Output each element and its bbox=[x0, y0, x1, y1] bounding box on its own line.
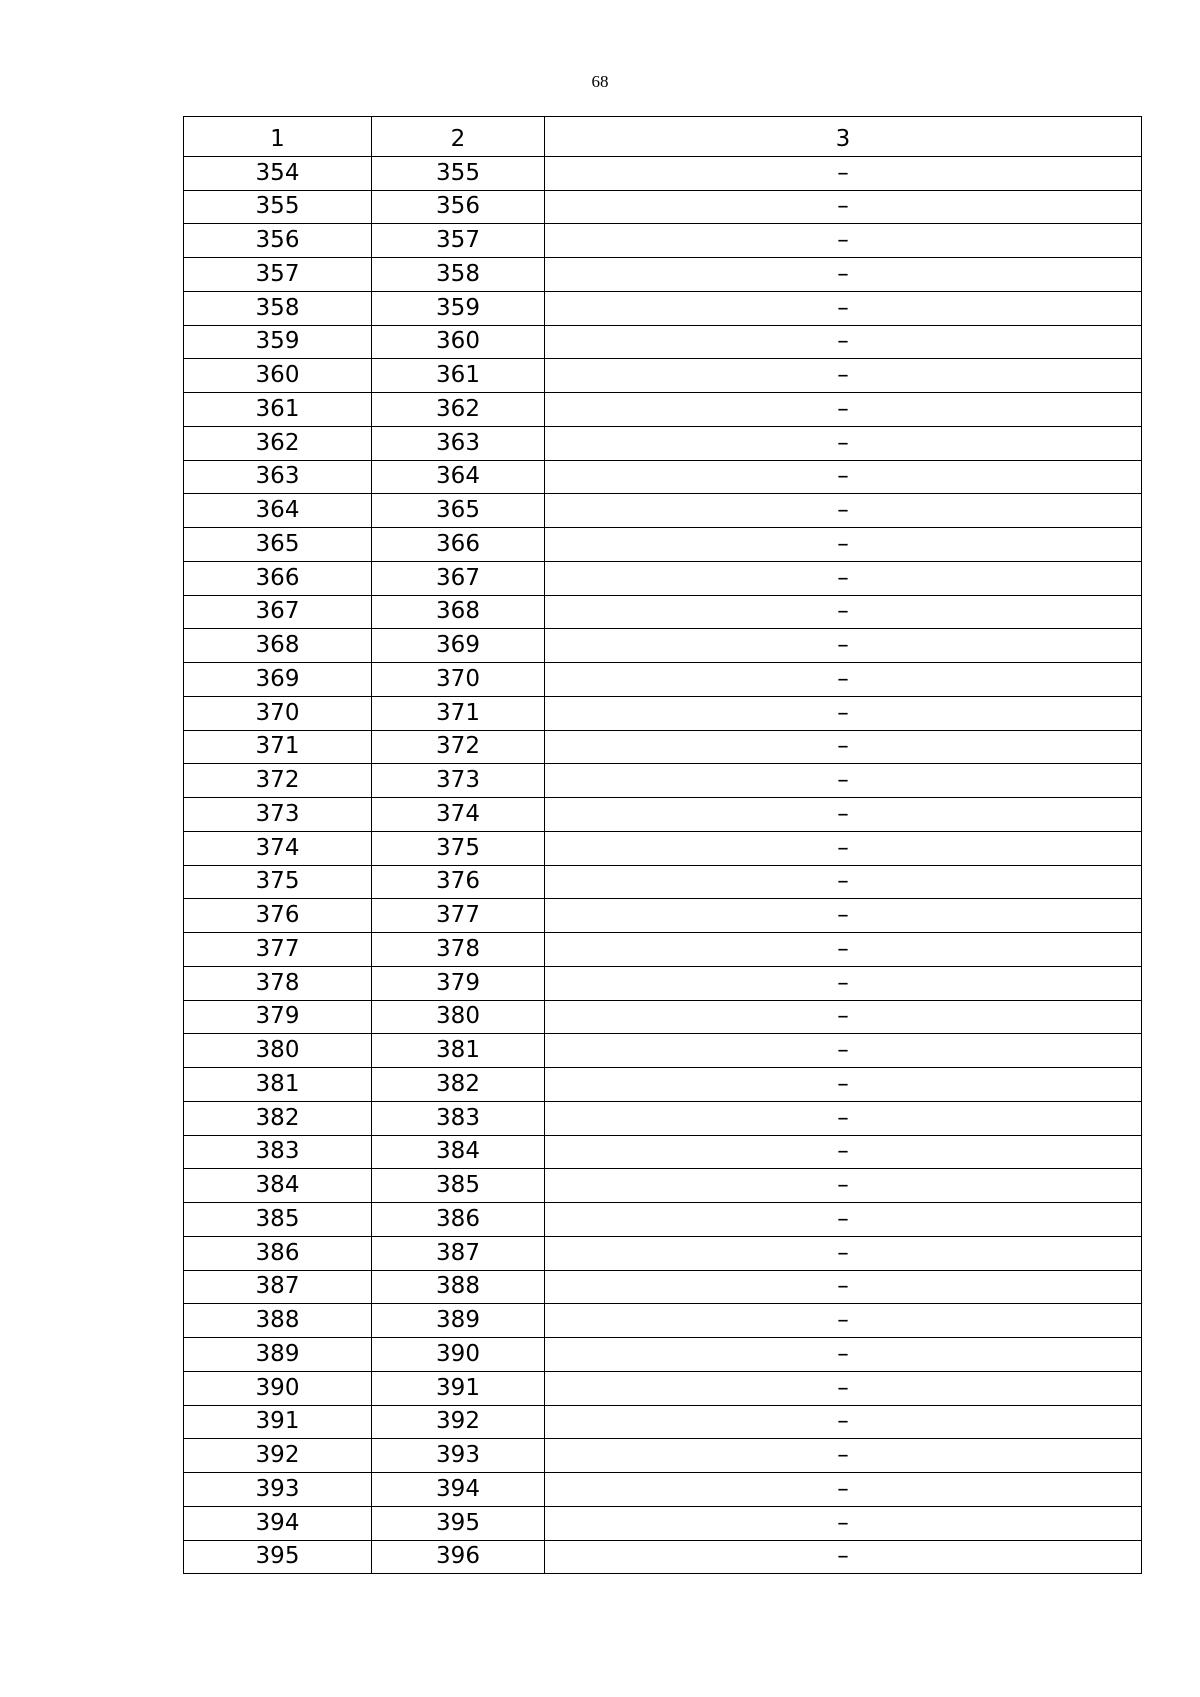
table-cell-col-3: – bbox=[545, 1101, 1142, 1135]
table-cell-col-3: – bbox=[545, 1540, 1142, 1574]
table-cell-col-1: 379 bbox=[184, 1000, 372, 1034]
table-row bbox=[184, 1068, 1142, 1102]
table-cell-col-3: – bbox=[545, 595, 1142, 629]
table-row bbox=[184, 966, 1142, 1000]
table-cell-col-2: 364 bbox=[372, 460, 545, 494]
table-cell-col-2: 371 bbox=[372, 696, 545, 730]
table-row bbox=[184, 359, 1142, 393]
table-cell-col-2: 380 bbox=[372, 1000, 545, 1034]
table-cell-col-2: 387 bbox=[372, 1236, 545, 1270]
table-cell-col-2: 370 bbox=[372, 663, 545, 697]
table-row bbox=[184, 595, 1142, 629]
table-cell-col-3: – bbox=[545, 190, 1142, 224]
header-cell-1: 1 bbox=[184, 117, 372, 157]
table-cell-col-3: – bbox=[545, 1236, 1142, 1270]
table-row bbox=[184, 831, 1142, 865]
table-row bbox=[184, 1236, 1142, 1270]
table-cell-col-1: 378 bbox=[184, 966, 372, 1000]
table-row bbox=[184, 1506, 1142, 1540]
table-row bbox=[184, 393, 1142, 427]
table-cell-col-2: 357 bbox=[372, 224, 545, 258]
table-cell-col-2: 388 bbox=[372, 1270, 545, 1304]
table-cell-col-3: – bbox=[545, 1169, 1142, 1203]
table-cell-col-2: 395 bbox=[372, 1506, 545, 1540]
table-cell-col-1: 388 bbox=[184, 1304, 372, 1338]
table-row bbox=[184, 460, 1142, 494]
table-cell-col-3: – bbox=[545, 696, 1142, 730]
table-cell-col-3: – bbox=[545, 1371, 1142, 1405]
table-cell-col-1: 384 bbox=[184, 1169, 372, 1203]
table-row bbox=[184, 933, 1142, 967]
table-row bbox=[184, 899, 1142, 933]
table-cell-col-2: 385 bbox=[372, 1169, 545, 1203]
table-cell-col-1: 370 bbox=[184, 696, 372, 730]
table-cell-col-3: – bbox=[545, 1270, 1142, 1304]
table-row bbox=[184, 865, 1142, 899]
table-row bbox=[184, 1169, 1142, 1203]
table-row bbox=[184, 426, 1142, 460]
table-cell-col-1: 389 bbox=[184, 1338, 372, 1372]
table-cell-col-1: 380 bbox=[184, 1034, 372, 1068]
table-cell-col-1: 364 bbox=[184, 494, 372, 528]
table-cell-col-2: 374 bbox=[372, 798, 545, 832]
table-row bbox=[184, 1203, 1142, 1237]
table-cell-col-2: 365 bbox=[372, 494, 545, 528]
table-cell-col-3: – bbox=[545, 1338, 1142, 1372]
table-cell-col-2: 360 bbox=[372, 325, 545, 359]
table-cell-col-3: – bbox=[545, 1506, 1142, 1540]
table-cell-col-2: 376 bbox=[372, 865, 545, 899]
table-header-row bbox=[184, 117, 1142, 157]
table-cell-col-1: 390 bbox=[184, 1371, 372, 1405]
table-cell-col-1: 357 bbox=[184, 258, 372, 292]
table-cell-col-2: 382 bbox=[372, 1068, 545, 1102]
table-cell-col-1: 356 bbox=[184, 224, 372, 258]
table-cell-col-2: 358 bbox=[372, 258, 545, 292]
table-cell-col-3: – bbox=[545, 426, 1142, 460]
table-row bbox=[184, 1405, 1142, 1439]
table-cell-col-3: – bbox=[545, 393, 1142, 427]
table-cell-col-3: – bbox=[545, 899, 1142, 933]
table-cell-col-1: 377 bbox=[184, 933, 372, 967]
table-cell-col-2: 373 bbox=[372, 764, 545, 798]
table-cell-col-2: 389 bbox=[372, 1304, 545, 1338]
table-cell-col-3: – bbox=[545, 325, 1142, 359]
table-cell-col-1: 393 bbox=[184, 1473, 372, 1507]
table-cell-col-2: 369 bbox=[372, 629, 545, 663]
table-cell-col-3: – bbox=[545, 528, 1142, 562]
table-cell-col-3: – bbox=[545, 865, 1142, 899]
table-cell-col-2: 390 bbox=[372, 1338, 545, 1372]
table-row bbox=[184, 325, 1142, 359]
table-row bbox=[184, 764, 1142, 798]
table-row bbox=[184, 696, 1142, 730]
table-cell-col-2: 396 bbox=[372, 1540, 545, 1574]
table-row bbox=[184, 258, 1142, 292]
table-row bbox=[184, 494, 1142, 528]
table-row bbox=[184, 1338, 1142, 1372]
table-cell-col-2: 386 bbox=[372, 1203, 545, 1237]
table-cell-col-1: 392 bbox=[184, 1439, 372, 1473]
table-row bbox=[184, 1304, 1142, 1338]
table-cell-col-1: 362 bbox=[184, 426, 372, 460]
table-cell-col-3: – bbox=[545, 730, 1142, 764]
table-row bbox=[184, 1101, 1142, 1135]
table-cell-col-1: 365 bbox=[184, 528, 372, 562]
table-cell-col-3: – bbox=[545, 1135, 1142, 1169]
table-cell-col-1: 367 bbox=[184, 595, 372, 629]
table-cell-col-1: 371 bbox=[184, 730, 372, 764]
table-cell-col-1: 363 bbox=[184, 460, 372, 494]
table-cell-col-2: 362 bbox=[372, 393, 545, 427]
table-cell-col-3: – bbox=[545, 359, 1142, 393]
table-cell-col-2: 363 bbox=[372, 426, 545, 460]
table-cell-col-3: – bbox=[545, 224, 1142, 258]
table-cell-col-2: 393 bbox=[372, 1439, 545, 1473]
page-number: 68 bbox=[591, 72, 609, 91]
table-cell-col-3: – bbox=[545, 831, 1142, 865]
table-cell-col-3: – bbox=[545, 1473, 1142, 1507]
table-cell-col-3: – bbox=[545, 1000, 1142, 1034]
table-cell-col-2: 361 bbox=[372, 359, 545, 393]
table-row bbox=[184, 1000, 1142, 1034]
table-cell-col-1: 361 bbox=[184, 393, 372, 427]
table-cell-col-3: – bbox=[545, 1068, 1142, 1102]
table-cell-col-1: 359 bbox=[184, 325, 372, 359]
table-cell-col-2: 378 bbox=[372, 933, 545, 967]
table-cell-col-1: 386 bbox=[184, 1236, 372, 1270]
table-body bbox=[184, 117, 1142, 1574]
table-row bbox=[184, 156, 1142, 190]
table-row bbox=[184, 730, 1142, 764]
table-cell-col-2: 391 bbox=[372, 1371, 545, 1405]
table-cell-col-1: 366 bbox=[184, 561, 372, 595]
table-cell-col-3: – bbox=[545, 1304, 1142, 1338]
table-cell-col-1: 374 bbox=[184, 831, 372, 865]
table-cell-col-3: – bbox=[545, 1405, 1142, 1439]
table-cell-col-3: – bbox=[545, 966, 1142, 1000]
table-row bbox=[184, 1371, 1142, 1405]
table-cell-col-3: – bbox=[545, 1439, 1142, 1473]
table-cell-col-2: 367 bbox=[372, 561, 545, 595]
table-row bbox=[184, 629, 1142, 663]
table-cell-col-3: – bbox=[545, 156, 1142, 190]
table-cell-col-2: 372 bbox=[372, 730, 545, 764]
table-cell-col-1: 358 bbox=[184, 291, 372, 325]
table-row bbox=[184, 190, 1142, 224]
table-cell-col-1: 355 bbox=[184, 190, 372, 224]
header-cell-3: 3 bbox=[545, 117, 1142, 157]
table-cell-col-1: 391 bbox=[184, 1405, 372, 1439]
table-cell-col-3: – bbox=[545, 798, 1142, 832]
table-row bbox=[184, 561, 1142, 595]
table-cell-col-1: 373 bbox=[184, 798, 372, 832]
table-cell-col-1: 381 bbox=[184, 1068, 372, 1102]
table-cell-col-3: – bbox=[545, 460, 1142, 494]
table-cell-col-2: 379 bbox=[372, 966, 545, 1000]
table-cell-col-3: – bbox=[545, 663, 1142, 697]
table-cell-col-2: 392 bbox=[372, 1405, 545, 1439]
table-row bbox=[184, 798, 1142, 832]
table-cell-col-3: – bbox=[545, 561, 1142, 595]
table-row bbox=[184, 224, 1142, 258]
table-cell-col-1: 368 bbox=[184, 629, 372, 663]
header-cell-2: 2 bbox=[372, 117, 545, 157]
table-cell-col-1: 383 bbox=[184, 1135, 372, 1169]
table-cell-col-1: 376 bbox=[184, 899, 372, 933]
table-cell-col-1: 372 bbox=[184, 764, 372, 798]
table-cell-col-2: 377 bbox=[372, 899, 545, 933]
table-row bbox=[184, 1540, 1142, 1574]
table-cell-col-2: 384 bbox=[372, 1135, 545, 1169]
table-cell-col-1: 375 bbox=[184, 865, 372, 899]
table-cell-col-1: 354 bbox=[184, 156, 372, 190]
table-cell-col-3: – bbox=[545, 494, 1142, 528]
table-cell-col-1: 369 bbox=[184, 663, 372, 697]
table-row bbox=[184, 1439, 1142, 1473]
data-table bbox=[183, 116, 1142, 1574]
table-cell-col-2: 381 bbox=[372, 1034, 545, 1068]
table-row bbox=[184, 1135, 1142, 1169]
table-cell-col-1: 395 bbox=[184, 1540, 372, 1574]
table-row bbox=[184, 1473, 1142, 1507]
table-cell-col-1: 394 bbox=[184, 1506, 372, 1540]
table-cell-col-2: 356 bbox=[372, 190, 545, 224]
table-cell-col-2: 366 bbox=[372, 528, 545, 562]
table-cell-col-2: 359 bbox=[372, 291, 545, 325]
table-row bbox=[184, 291, 1142, 325]
table-cell-col-3: – bbox=[545, 291, 1142, 325]
table-cell-col-3: – bbox=[545, 1203, 1142, 1237]
table-cell-col-3: – bbox=[545, 629, 1142, 663]
table-cell-col-3: – bbox=[545, 1034, 1142, 1068]
table-cell-col-1: 382 bbox=[184, 1101, 372, 1135]
table-cell-col-2: 375 bbox=[372, 831, 545, 865]
table-cell-col-2: 394 bbox=[372, 1473, 545, 1507]
table-row bbox=[184, 528, 1142, 562]
table-cell-col-2: 383 bbox=[372, 1101, 545, 1135]
table-cell-col-1: 360 bbox=[184, 359, 372, 393]
table-cell-col-3: – bbox=[545, 764, 1142, 798]
table-cell-col-1: 385 bbox=[184, 1203, 372, 1237]
table-cell-col-2: 355 bbox=[372, 156, 545, 190]
table-cell-col-2: 368 bbox=[372, 595, 545, 629]
table-row bbox=[184, 1270, 1142, 1304]
table-cell-col-3: – bbox=[545, 258, 1142, 292]
table-cell-col-1: 387 bbox=[184, 1270, 372, 1304]
table-row bbox=[184, 1034, 1142, 1068]
table-row bbox=[184, 663, 1142, 697]
table-cell-col-3: – bbox=[545, 933, 1142, 967]
